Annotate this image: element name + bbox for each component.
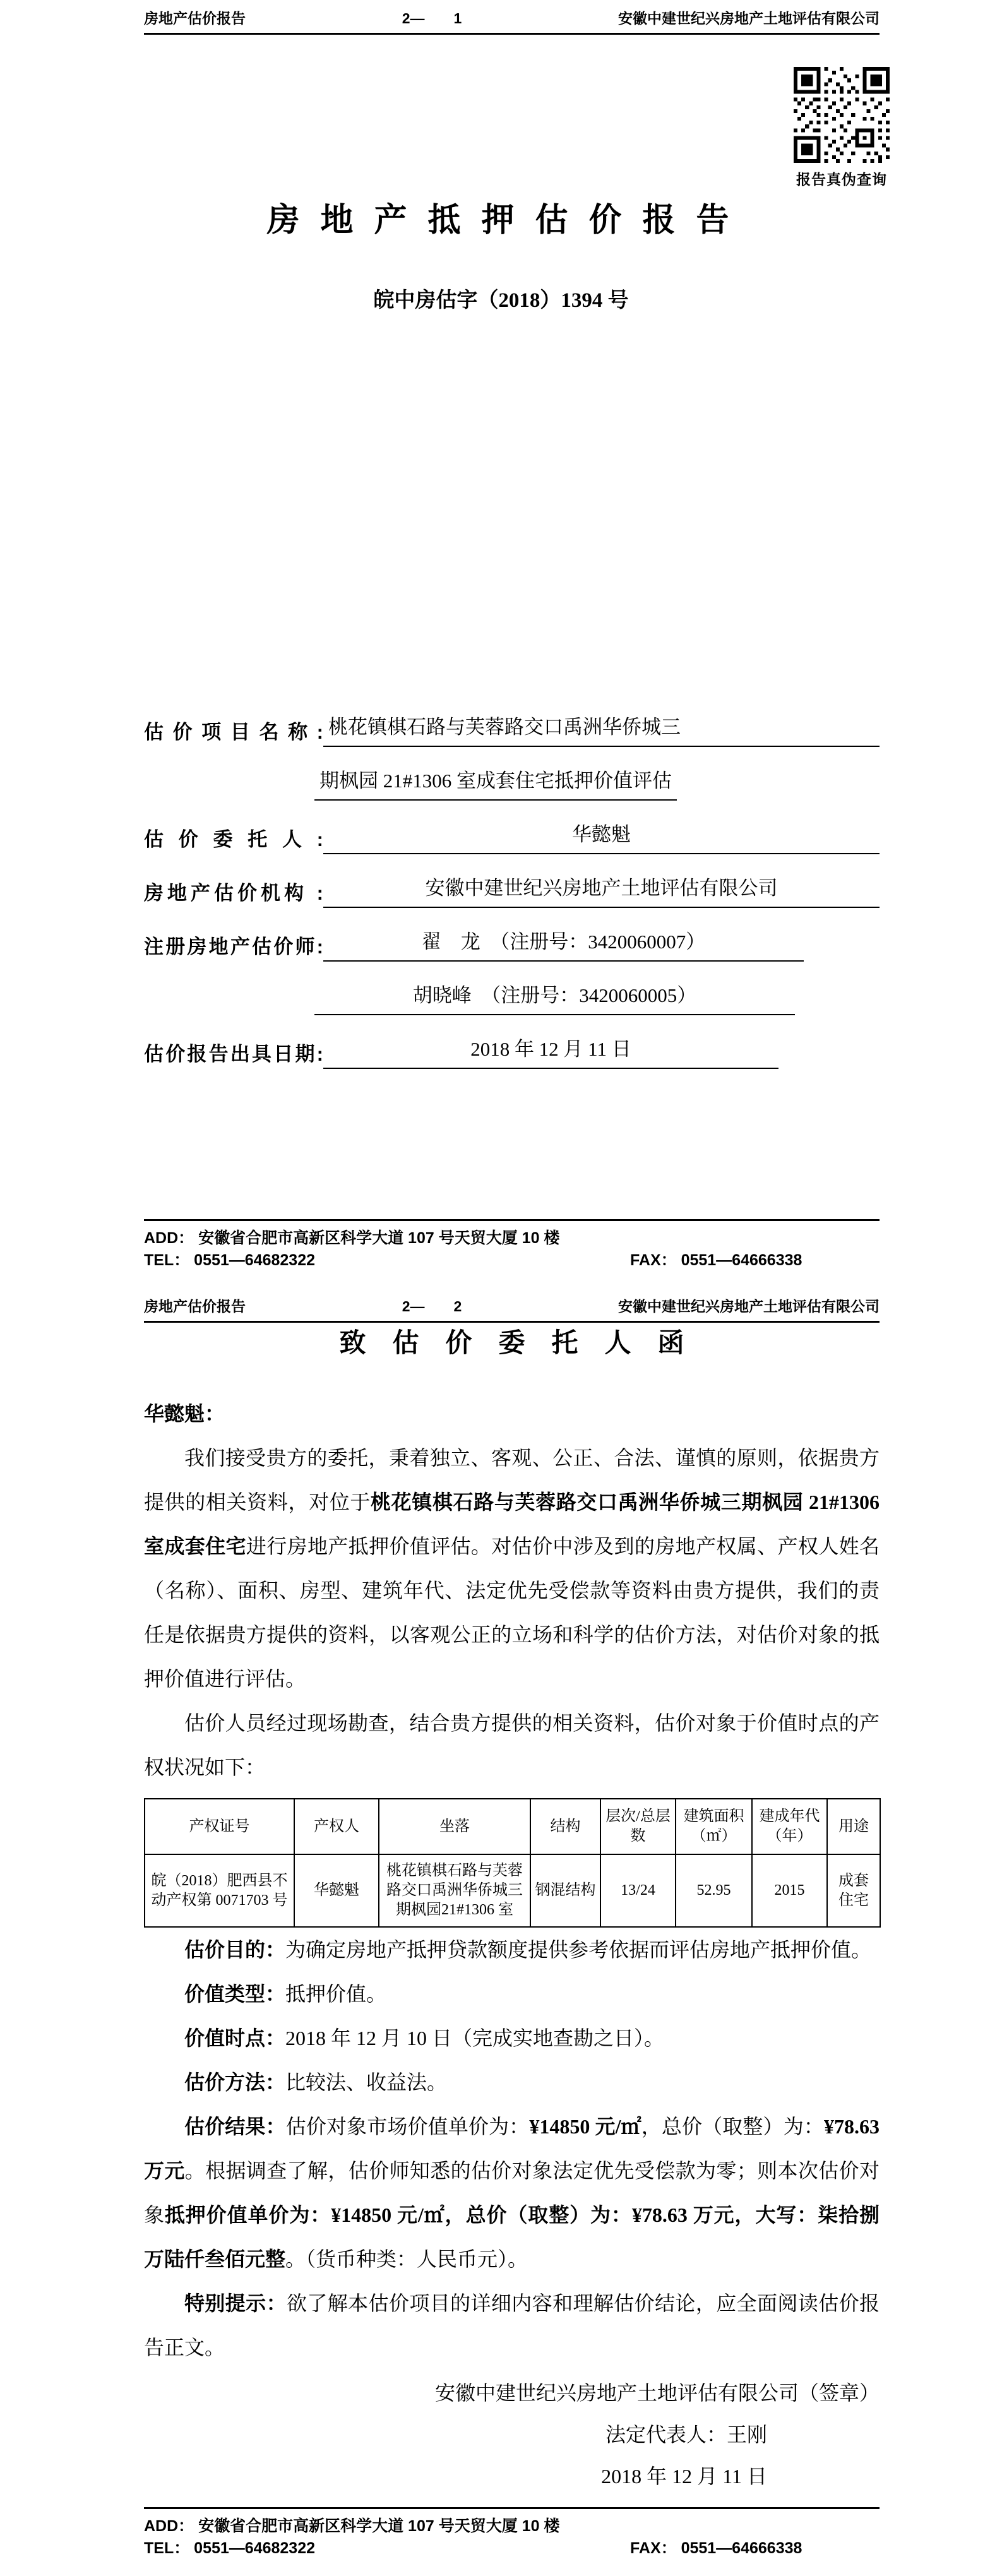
page-header	[144, 9, 880, 35]
notice-paragraph	[144, 2281, 880, 2370]
appraiser-row-2	[144, 962, 880, 1015]
agency-value: 安徽中建世纪兴房地产土地评估有限公司	[323, 874, 880, 908]
table-header-cell: 产权人	[294, 1799, 379, 1854]
project-name-row-continued	[144, 747, 880, 801]
letter-body	[0, 1288, 1002, 2497]
result-text: 。（货币种类：人民币元）。	[285, 2248, 528, 2270]
footer-fax: FAX： 0551—64666338	[630, 1251, 802, 1269]
cover-form	[144, 693, 880, 1069]
page-footer	[144, 2507, 880, 2560]
report-number: 皖中房估字（2018）1394 号	[373, 289, 629, 312]
table-cell: 13/24	[600, 1854, 676, 1927]
client-row	[144, 801, 880, 854]
property-table	[144, 1798, 881, 1928]
table-header-cell: 坐落	[379, 1799, 530, 1854]
total-price-bold: ¥78.63 万元	[144, 2115, 880, 2182]
table-header-cell: 产权证号	[145, 1799, 294, 1854]
table-header-cell: 用途	[827, 1799, 880, 1854]
purpose-label: 估价目的：	[184, 1938, 286, 1961]
footer-fax: FAX： 0551—64666338	[630, 2539, 802, 2557]
project-name-label: 估 价 项 目 名 称 :	[144, 721, 323, 743]
footer-tel: TEL： 0551—64682322	[144, 1251, 316, 1269]
footer-contact-row	[144, 2537, 880, 2560]
method-text: 比较法、收益法。	[285, 2071, 448, 2094]
intro-paragraph	[144, 1436, 880, 1701]
result-text: 。根据调查了解，估价师知悉的估价对象法定优先受偿款为零；则本次估价对象	[144, 2159, 880, 2226]
survey-paragraph: 估价人员经过现场勘查，结合贵方提供的相关资料，估价对象于价值时点的产权状况如下：	[144, 1712, 880, 1779]
notice-label: 特别提示：	[184, 2292, 287, 2315]
footer-contact-row	[144, 1249, 880, 1272]
header-company: 安徽中建世纪兴房地产土地评估有限公司	[618, 10, 880, 27]
result-text: 估价对象市场价值单价为：	[285, 2115, 530, 2138]
table-cell: 桃花镇棋石路与芙蓉路交口禹洲华侨城三期枫园21#1306 室	[379, 1854, 530, 1927]
signature-company: 安徽中建世纪兴房地产土地评估有限公司（签章）	[434, 2382, 880, 2404]
appraiser-row-1	[144, 908, 880, 962]
header-page-number: 2— 1	[402, 10, 462, 27]
table-header-cell: 结构	[530, 1799, 600, 1854]
intro-text: 进行房地产抵押价值评估。对估价中涉及到的房地产权属、产权人姓名（名称）、面积、房型、建筑年代、法定优先受偿款等资料由贵方提供，我们的责任是依据贵方提供的资料，以客观公正的立场和科学的估价方法，对估价对象的抵押价值进行评估。	[144, 1535, 880, 1690]
issue-date-value: 2018 年 12 月 11 日	[323, 1035, 778, 1069]
footer-address: ADD： 安徽省合肥市高新区科学大道 107 号天贸大厦 10 楼	[144, 1229, 560, 1247]
table-header-cell: 层次/总层数	[600, 1799, 676, 1854]
property-name-bold: 桃花镇棋石路与芙蓉路交口禹洲华侨城三期枫园 21#1306 室成套住宅	[144, 1491, 880, 1558]
issue-date-row	[144, 1015, 880, 1069]
header-doc-type: 房地产估价报告	[144, 10, 246, 27]
qr-caption: 报告真伪查询	[796, 171, 887, 188]
appraiser-1-value: 翟 龙 （注册号：3420060007）	[323, 927, 804, 962]
table-cell: 钢混结构	[530, 1854, 600, 1927]
table-cell: 52.95	[676, 1854, 752, 1927]
result-paragraph	[144, 2104, 880, 2281]
signature-block	[144, 2372, 880, 2497]
table-cell: 皖（2018）肥西县不动产权第 0071703 号	[145, 1854, 294, 1927]
report-title: 房 地 产 抵 押 估 价 报 告	[266, 203, 736, 239]
purpose-text: 为确定房地产抵押贷款额度提供参考依据而评估房地产抵押价值。	[285, 1938, 872, 1961]
footer-address: ADD： 安徽省合肥市高新区科学大道 107 号天贸大厦 10 楼	[144, 2517, 560, 2535]
table-cell: 华懿魁	[294, 1854, 379, 1927]
table-cell: 成套住宅	[827, 1854, 880, 1927]
value-date-text: 2018 年 12 月 10 日（完成实地查勘之日）。	[285, 2027, 665, 2049]
value-date-item	[144, 2016, 880, 2060]
table-header-cell: 建成年代（年）	[752, 1799, 827, 1854]
result-label: 估价结果：	[184, 2115, 286, 2138]
letter-title: 致 估 价 委 托 人 函	[339, 1329, 684, 1358]
qr-block	[794, 67, 890, 189]
purpose-item	[144, 1928, 880, 1972]
qr-code-icon	[794, 67, 890, 163]
notice-text: 欲了解本估价项目的详细内容和理解估价结论，应全面阅读估价报告正文。	[144, 2292, 880, 2359]
agency-label: 房地产估价机构 :	[144, 882, 323, 904]
page-footer	[144, 1219, 880, 1272]
value-type-label: 价值类型：	[184, 1983, 286, 2005]
agency-row	[144, 854, 880, 908]
appraiser-2-value: 胡晓峰 （注册号：3420060005）	[314, 981, 795, 1015]
page-header	[144, 1297, 880, 1323]
letter-page	[0, 1288, 1002, 2576]
table-cell: 2015	[752, 1854, 827, 1927]
header-doc-type: 房地产估价报告	[144, 1298, 246, 1315]
footer-tel: TEL： 0551—64682322	[144, 2539, 316, 2557]
issue-date-label: 估价报告出具日期:	[144, 1043, 323, 1065]
client-value: 华懿魁	[323, 820, 880, 854]
value-date-label: 价值时点：	[184, 2027, 286, 2049]
unit-price-bold: ¥14850 元/㎡	[529, 2115, 641, 2138]
project-name-row	[144, 693, 880, 747]
client-label: 估 价 委 托 人 :	[144, 828, 323, 850]
value-type-item	[144, 1972, 880, 2016]
table-header-cell: 建筑面积（㎡）	[676, 1799, 752, 1854]
value-type-text: 抵押价值。	[285, 1983, 387, 2005]
method-item	[144, 2060, 880, 2104]
method-label: 估价方法：	[184, 2071, 286, 2094]
signature-legal-representative: 法定代表人：王刚	[605, 2423, 767, 2446]
header-page-number: 2— 2	[402, 1298, 462, 1315]
header-company: 安徽中建世纪兴房地产土地评估有限公司	[618, 1298, 880, 1315]
signature-date: 2018 年 12 月 11 日	[601, 2465, 767, 2488]
project-name-value-line2: 期枫园 21#1306 室成套住宅抵押价值评估	[314, 766, 677, 801]
result-text: ，总价（取整）为：	[641, 2115, 824, 2138]
salutation: 华懿魁：	[144, 1402, 225, 1425]
project-name-value-line1: 桃花镇棋石路与芙蓉路交口禹洲华侨城三	[323, 713, 880, 747]
intro-text: 我们接受贵方的委托，秉着独立、客观、公正、合法、谨慎的原则，依据贵方提供的相关资料，对位于	[144, 1446, 880, 1513]
mortgage-value-bold: 抵押价值单价为：¥14850 元/㎡，总价（取整）为：¥78.63 万元，大写：柒拾捌万陆仟叁佰元整	[144, 2203, 880, 2270]
table-row	[145, 1854, 880, 1927]
table-header-row	[145, 1799, 880, 1854]
appraiser-label: 注册房地产估价师:	[144, 936, 323, 958]
